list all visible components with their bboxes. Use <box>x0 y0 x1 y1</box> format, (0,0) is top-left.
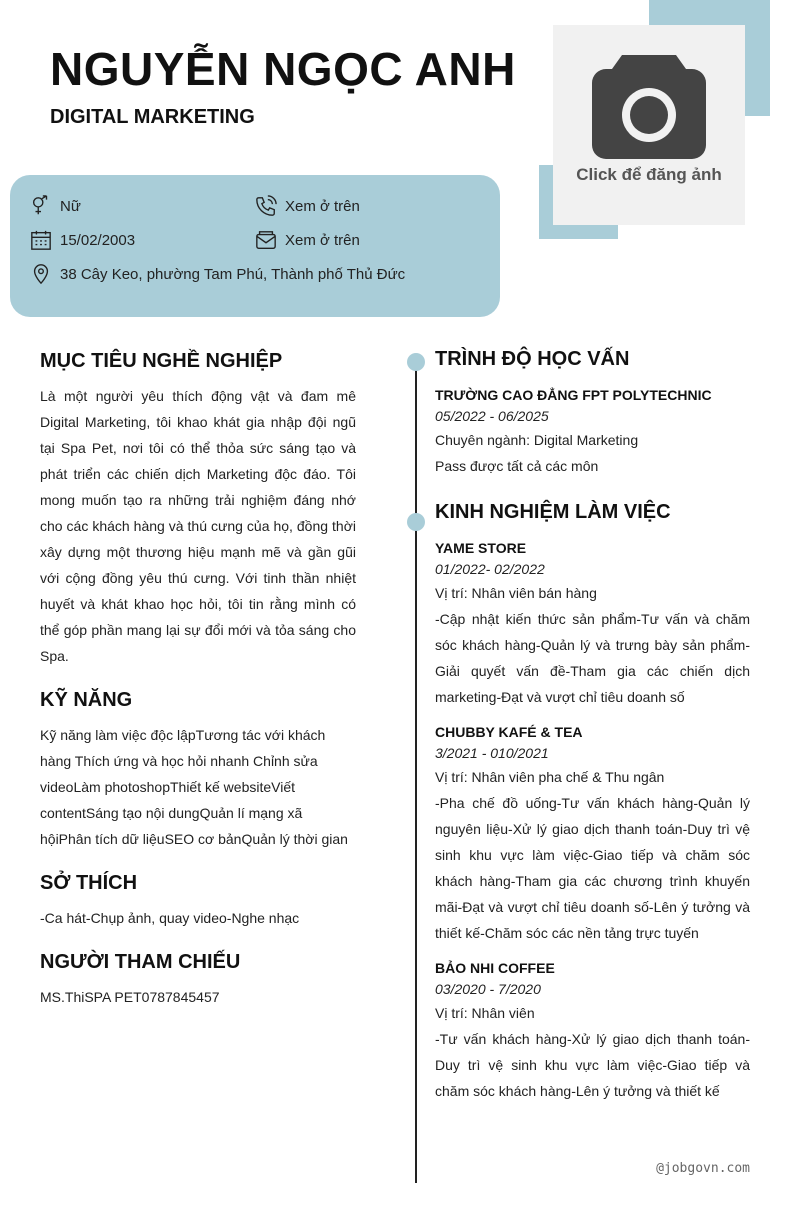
job-position: Vị trí: Nhân viên bán hàng <box>435 585 597 601</box>
left-column <box>40 350 356 1030</box>
skills-section <box>40 689 356 852</box>
job-dates: 3/2021 - 010/2021 <box>435 745 549 761</box>
address-value: 38 Cây Keo, phường Tam Phú, Thành phố Thủ Đức <box>60 265 406 283</box>
timeline-dot-experience <box>407 513 425 531</box>
phone-item <box>255 195 360 217</box>
job-description: -Tư vấn khách hàng-Xử lý giao dịch thanh toán-Duy trì vệ sinh khu vực làm việc-Giao tiếp và chăm sóc khách hàng-Lên ý tưởng và thiết kế <box>435 1031 750 1099</box>
candidate-name: NGUYỄN NGỌC ANH <box>50 43 516 95</box>
photo-upload-button[interactable] <box>553 25 745 225</box>
job-description: -Pha chế đồ uống-Tư vấn khách hàng-Quản lý nguyên liệu-Xử lý giao dịch thanh toán-Duy trì vệ sinh khu vực làm việc-Giao tiếp và chăm sóc khách hàng-Tham gia các chương trình khuyến mãi-Đạt và vượt chỉ tiêu doanh số-Lên ý tưởng và thiết kế-Chăm sóc các nền tảng trực tuyến <box>435 795 750 941</box>
skills-title: KỸ NĂNG <box>40 689 133 711</box>
location-pin-icon <box>30 263 52 285</box>
hobbies-section <box>40 872 356 931</box>
timeline-dot-education <box>407 353 425 371</box>
references-title: NGƯỜI THAM CHIẾU <box>40 951 241 973</box>
calendar-icon <box>30 229 52 251</box>
email-value: Xem ở trên <box>285 231 360 249</box>
hobbies-title: SỞ THÍCH <box>40 872 138 894</box>
references-text: MS.ThiSPA PET0787845457 <box>40 989 220 1005</box>
birthdate-item <box>30 229 135 251</box>
education-title: TRÌNH ĐỘ HỌC VẤN <box>435 348 630 370</box>
gender-value: Nữ <box>60 197 81 215</box>
school-name: TRƯỜNG CAO ĐẲNG FPT POLYTECHNIC <box>435 387 712 403</box>
address-item <box>30 263 405 285</box>
education-section <box>435 348 750 479</box>
email-icon <box>255 229 277 251</box>
job-dates: 01/2022- 02/2022 <box>435 561 545 577</box>
job-position: Vị trí: Nhân viên <box>435 1005 535 1021</box>
job-entry <box>435 722 750 946</box>
job-entry <box>435 538 750 710</box>
job-title: DIGITAL MARKETING <box>50 106 255 128</box>
watermark: @jobgovn.com <box>656 1161 750 1176</box>
photo-upload-label: Click để đăng ảnh <box>576 165 722 184</box>
gender-icon <box>30 195 52 217</box>
objective-text: Là một người yêu thích động vật và đam mê Digital Marketing, tôi khao khát gia nhập đội ngũ tại Spa Pet, nơi tôi có thể thỏa sức sáng tạo và phát triển các chiến dịch Marketing độc đáo. Tôi mong muốn tạo ra những trải nghiệm đáng nhớ cho các khách hàng và thú cưng của họ, đồng thời xây dựng một thương hiệu mạnh mẽ và gần gũi với cộng đồng yêu thú cưng. Với tinh thần nhiệt huyết và khát khao học hỏi, tôi tin rằng mình có thể góp phần mang lại sự đổi mới và tỏa sáng cho Spa. <box>40 388 356 664</box>
experience-section <box>435 501 750 1104</box>
education-dates: 05/2022 - 06/2025 <box>435 408 549 424</box>
education-major: Chuyên ngành: Digital Marketing <box>435 432 639 448</box>
objective-title: MỤC TIÊU NGHỀ NGHIỆP <box>40 350 283 372</box>
job-company: YAME STORE <box>435 540 527 556</box>
job-company: CHUBBY KAFÉ & TEA <box>435 724 583 740</box>
phone-icon <box>255 195 277 217</box>
job-company: BẢO NHI COFFEE <box>435 960 555 976</box>
birthdate-value: 15/02/2003 <box>60 231 136 249</box>
right-column <box>435 348 750 1116</box>
hobbies-text: -Ca hát-Chụp ảnh, quay video-Nghe nhạc <box>40 910 300 926</box>
job-dates: 03/2020 - 7/2020 <box>435 981 541 997</box>
job-entry <box>435 958 750 1104</box>
timeline-divider <box>415 360 417 1183</box>
gender-item <box>30 195 81 217</box>
objective-section <box>40 350 356 669</box>
education-note: Pass được tất cả các môn <box>435 458 599 474</box>
job-description: -Cập nhật kiến thức sản phẩm-Tư vấn và chăm sóc khách hàng-Quản lý và trưng bày sản phẩm-Giải quyết vấn đề-Tham gia các chiến dịch marketing-Đạt và vượt chỉ tiêu doanh số <box>435 611 750 705</box>
experience-title: KINH NGHIỆM LÀM VIỆC <box>435 501 671 523</box>
skills-text: Kỹ năng làm việc độc lậpTương tác với khách hàng Thích ứng và học hỏi nhanh Chỉnh sửa videoLàm photoshopThiết kế websiteViết contentSáng tạo nội dungQuản lí mạng xã hộiPhân tích dữ liệuSEO cơ bảnQuản lý thời gian <box>40 727 348 847</box>
phone-value: Xem ở trên <box>285 197 360 215</box>
references-section <box>40 951 356 1010</box>
camera-icon <box>592 55 706 159</box>
contact-info-box <box>10 175 500 317</box>
email-item <box>255 229 360 251</box>
job-position: Vị trí: Nhân viên pha chế & Thu ngân <box>435 769 665 785</box>
